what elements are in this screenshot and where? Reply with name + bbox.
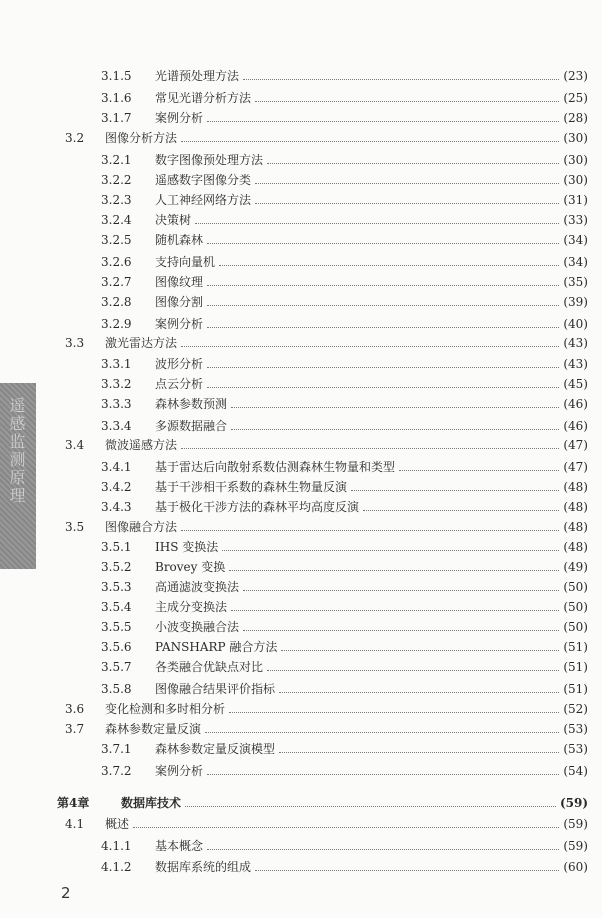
toc-page-ref: (50): [563, 580, 588, 594]
toc-number: 3.1.6: [101, 91, 132, 105]
toc-page-ref: (51): [563, 640, 588, 654]
toc-page-ref: (60): [563, 860, 588, 874]
toc-dot-leader: [279, 692, 559, 693]
toc-title: 森林参数定量反演: [105, 722, 202, 736]
toc-page-ref: (53): [563, 722, 588, 736]
toc-title: 基于极化干涉方法的森林平均高度反演: [155, 500, 360, 514]
toc-title: 森林参数预测: [155, 397, 228, 411]
toc-section-row[interactable]: [65, 333, 588, 353]
toc-subsection-row[interactable]: [101, 394, 588, 414]
toc-subsection-row[interactable]: [101, 354, 588, 374]
toc-number: 3.5: [65, 520, 85, 534]
toc-title: 基于雷达后向散射系数估测森林生物量和类型: [155, 460, 396, 474]
toc-page-ref: (47): [563, 460, 588, 474]
toc-title: Brovey 变换: [155, 560, 226, 574]
toc-number: 3.2.2: [101, 173, 132, 187]
toc-page-ref: (54): [563, 764, 588, 778]
toc-number: 3.3: [65, 336, 85, 350]
toc-page-ref: (51): [563, 682, 588, 696]
toc-title: 案例分析: [155, 317, 204, 331]
toc-number: 3.4.2: [101, 480, 132, 494]
toc-page-ref: (50): [563, 600, 588, 614]
toc-dot-leader: [195, 223, 559, 224]
toc-dot-leader: [279, 752, 559, 753]
toc-subsection-row[interactable]: [101, 761, 588, 781]
toc-section-row[interactable]: [65, 128, 588, 148]
toc-title: 高通滤波变换法: [155, 580, 240, 594]
toc-dot-leader: [207, 849, 559, 850]
toc-dot-leader: [207, 774, 559, 775]
toc-dot-leader: [181, 141, 559, 142]
toc-dot-leader: [231, 429, 559, 430]
toc-title: 决策树: [155, 213, 192, 227]
toc-title: 基于干涉相干系数的森林生物量反演: [155, 480, 348, 494]
toc-subsection-row[interactable]: [101, 210, 588, 230]
toc-dot-leader: [229, 570, 559, 571]
toc-section-row[interactable]: [65, 435, 588, 455]
toc-page-ref: (48): [563, 500, 588, 514]
toc-subsection-row[interactable]: [101, 497, 588, 517]
toc-number: 3.4: [65, 438, 85, 452]
toc-number: 3.2.9: [101, 317, 132, 331]
toc-dot-leader: [207, 305, 559, 306]
toc-number: 3.3.2: [101, 377, 132, 391]
toc-dot-leader: [133, 827, 559, 828]
toc-number: 3.7.2: [101, 764, 132, 778]
toc-dot-leader: [181, 346, 559, 347]
toc-section-row[interactable]: [65, 699, 588, 719]
toc-subsection-row[interactable]: [101, 66, 588, 86]
toc-page-ref: (59): [563, 839, 588, 853]
toc-subsection-row[interactable]: [101, 416, 588, 436]
toc-title: 微波遥感方法: [105, 438, 178, 452]
toc-page-ref: (49): [563, 560, 588, 574]
toc-number: 3.5.8: [101, 682, 132, 696]
toc-subsection-row[interactable]: [101, 557, 588, 577]
toc-title: 概述: [105, 817, 130, 831]
toc-page-ref: (31): [563, 193, 588, 207]
toc-dot-leader: [207, 121, 559, 122]
toc-title: IHS 变换法: [155, 540, 219, 554]
toc-title: 变化检测和多时相分析: [105, 702, 226, 716]
toc-title: 案例分析: [155, 764, 204, 778]
toc-number: 3.1.7: [101, 111, 132, 125]
toc-subsection-row[interactable]: [101, 597, 588, 617]
toc-page-ref: (39): [563, 295, 588, 309]
toc-subsection-row[interactable]: [101, 457, 588, 477]
toc-title: 数据库系统的组成: [155, 860, 252, 874]
toc-number: 3.2: [65, 131, 85, 145]
toc-number: 3.6: [65, 702, 85, 716]
toc-subsection-row[interactable]: [101, 857, 588, 877]
toc-title: 图像融合结果评价指标: [155, 682, 276, 696]
toc-number: 3.5.2: [101, 560, 132, 574]
toc-number: 3.2.8: [101, 295, 132, 309]
toc-dot-leader: [207, 367, 559, 368]
toc-page-ref: (47): [563, 438, 588, 452]
toc-number: 3.2.6: [101, 255, 132, 269]
toc-title: 多源数据融合: [155, 419, 228, 433]
toc-page-ref: (40): [563, 317, 588, 331]
toc-dot-leader: [255, 183, 559, 184]
toc-page-ref: (35): [563, 275, 588, 289]
toc-title: 点云分析: [155, 377, 204, 391]
toc-number: 3.5.6: [101, 640, 132, 654]
toc-page-ref: (51): [563, 660, 588, 674]
toc-page-ref: (59): [563, 817, 588, 831]
toc-subsection-row[interactable]: [101, 272, 588, 292]
toc-subsection-row[interactable]: [101, 230, 588, 250]
toc-number: 3.2.3: [101, 193, 132, 207]
toc-dot-leader: [229, 712, 559, 713]
toc-number: 3.3.1: [101, 357, 132, 371]
toc-dot-leader: [181, 530, 559, 531]
toc-dot-leader: [255, 870, 559, 871]
toc-subsection-row[interactable]: [101, 637, 588, 657]
toc-title: 光谱预处理方法: [155, 69, 240, 83]
toc-subsection-row[interactable]: [101, 108, 588, 128]
toc-number: 第4章: [57, 796, 90, 810]
toc-number: 3.2.5: [101, 233, 132, 247]
toc-page-ref: (30): [563, 153, 588, 167]
toc-title: 人工神经网络方法: [155, 193, 252, 207]
toc-subsection-row[interactable]: [101, 88, 588, 108]
toc-number: 4.1: [65, 817, 85, 831]
toc-page-ref: (33): [563, 213, 588, 227]
toc-page-ref: (43): [563, 357, 588, 371]
toc-dot-leader: [243, 79, 559, 80]
toc-subsection-row[interactable]: [101, 374, 588, 394]
toc-title: 案例分析: [155, 111, 204, 125]
toc-page-ref: (28): [563, 111, 588, 125]
toc-subsection-row[interactable]: [101, 252, 588, 272]
toc-number: 4.1.2: [101, 860, 132, 874]
toc-page-ref: (30): [563, 131, 588, 145]
toc-dot-leader: [255, 101, 559, 102]
toc-page-ref: (53): [563, 742, 588, 756]
toc-title: 图像分析方法: [105, 131, 178, 145]
side-tab: [0, 383, 36, 569]
toc-page-ref: (48): [563, 520, 588, 534]
toc-subsection-row[interactable]: [101, 292, 588, 312]
toc-title: 图像纹理: [155, 275, 204, 289]
toc-number: 3.5.7: [101, 660, 132, 674]
toc-dot-leader: [399, 470, 559, 471]
toc-title: 随机森林: [155, 233, 204, 247]
toc-number: 3.2.7: [101, 275, 132, 289]
toc-subsection-row[interactable]: [101, 739, 588, 759]
toc-number: 3.3.3: [101, 397, 132, 411]
toc-dot-leader: [243, 590, 559, 591]
toc-title: 主成分变换法: [155, 600, 228, 614]
toc-number: 3.1.5: [101, 69, 132, 83]
toc-dot-leader: [231, 610, 559, 611]
toc-number: 3.5.5: [101, 620, 132, 634]
toc-title: 支持向量机: [155, 255, 216, 269]
toc-subsection-row[interactable]: [101, 190, 588, 210]
toc-number: 3.5.3: [101, 580, 132, 594]
toc-dot-leader: [207, 285, 559, 286]
toc-dot-leader: [185, 806, 556, 807]
toc-page-ref: (43): [563, 336, 588, 350]
toc-number: 3.7.1: [101, 742, 132, 756]
toc-number: 3.2.4: [101, 213, 132, 227]
toc-page-ref: (48): [563, 480, 588, 494]
toc-section-row[interactable]: [65, 517, 588, 537]
toc-subsection-row[interactable]: [101, 537, 588, 557]
toc-page-ref: (52): [563, 702, 588, 716]
toc-dot-leader: [267, 670, 559, 671]
toc-title: 基本概念: [155, 839, 204, 853]
toc-page-ref: (45): [563, 377, 588, 391]
toc-title: 各类融合优缺点对比: [155, 660, 264, 674]
toc-subsection-row[interactable]: [101, 150, 588, 170]
toc-number: 3.4.1: [101, 460, 132, 474]
toc-number: 3.4.3: [101, 500, 132, 514]
toc-section-row[interactable]: [65, 814, 588, 834]
toc-subsection-row[interactable]: [101, 577, 588, 597]
toc-title: 数据库技术: [121, 796, 182, 810]
toc-title: 波形分析: [155, 357, 204, 371]
toc-subsection-row[interactable]: [101, 617, 588, 637]
toc-dot-leader: [181, 448, 559, 449]
toc-subsection-row[interactable]: [101, 657, 588, 677]
toc-title: 激光雷达方法: [105, 336, 178, 350]
toc-subsection-row[interactable]: [101, 477, 588, 497]
toc-page-ref: (48): [563, 540, 588, 554]
toc-title: 常见光谱分析方法: [155, 91, 252, 105]
toc-title: 图像融合方法: [105, 520, 178, 534]
toc-page-ref: (23): [563, 69, 588, 83]
toc-title: PANSHARP 融合方法: [155, 640, 278, 654]
toc-page-ref: (50): [563, 620, 588, 634]
toc-page-ref: (34): [563, 255, 588, 269]
toc-number: 3.2.1: [101, 153, 132, 167]
toc-dot-leader: [207, 243, 559, 244]
toc-title: 森林参数定量反演模型: [155, 742, 276, 756]
page-number: 2: [61, 884, 71, 902]
toc-section-row[interactable]: [65, 719, 588, 739]
toc-number: 3.5.1: [101, 540, 132, 554]
toc-page-ref: (46): [563, 397, 588, 411]
toc-title: 图像分割: [155, 295, 204, 309]
toc-subsection-row[interactable]: [101, 679, 588, 699]
toc-dot-leader: [281, 650, 559, 651]
toc-page-ref: (59): [559, 796, 588, 810]
toc-page-ref: (30): [563, 173, 588, 187]
toc-dot-leader: [243, 630, 559, 631]
toc-number: 4.1.1: [101, 839, 132, 853]
toc-number: 3.3.4: [101, 419, 132, 433]
toc-dot-leader: [219, 265, 559, 266]
toc-dot-leader: [255, 203, 559, 204]
toc-number: 3.7: [65, 722, 85, 736]
toc-dot-leader: [267, 163, 559, 164]
side-tab-text: 遥感监测原理: [7, 397, 26, 505]
toc-title: 小波变换融合法: [155, 620, 240, 634]
toc-page-ref: (46): [563, 419, 588, 433]
toc-dot-leader: [222, 550, 559, 551]
toc-dot-leader: [363, 510, 559, 511]
toc-page-ref: (34): [563, 233, 588, 247]
toc-number: 3.5.4: [101, 600, 132, 614]
toc-title: 数字图像预处理方法: [155, 153, 264, 167]
toc-dot-leader: [207, 327, 559, 328]
toc-dot-leader: [231, 407, 559, 408]
toc-subsection-row[interactable]: [101, 836, 588, 856]
toc-dot-leader: [205, 732, 559, 733]
toc-subsection-row[interactable]: [101, 170, 588, 190]
toc-subsection-row[interactable]: [101, 314, 588, 334]
toc-dot-leader: [207, 387, 559, 388]
toc-page-ref: (25): [563, 91, 588, 105]
toc-dot-leader: [351, 490, 559, 491]
toc-chapter-row[interactable]: [57, 793, 588, 813]
toc-title: 遥感数字图像分类: [155, 173, 252, 187]
